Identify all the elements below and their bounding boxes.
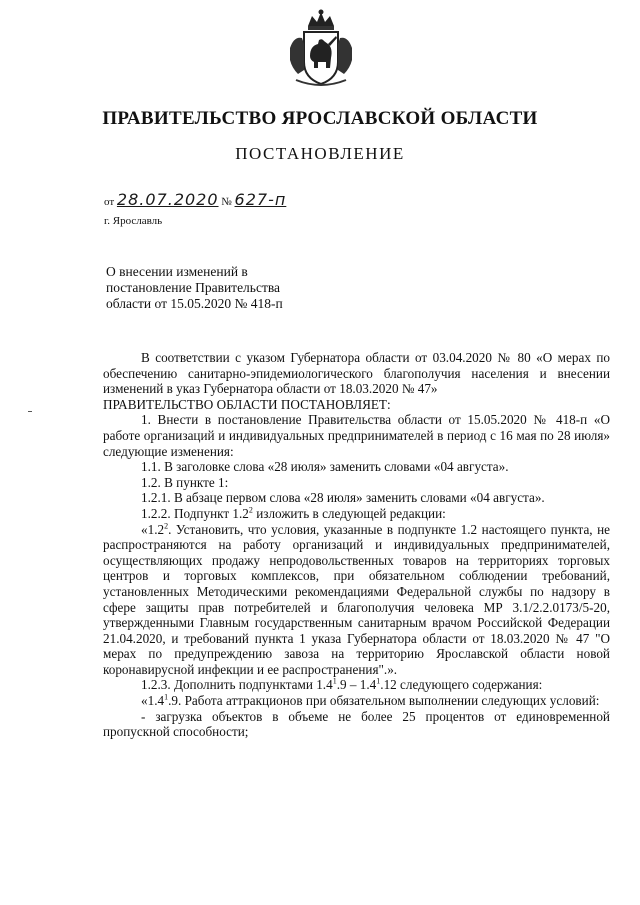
clause-paragraph: 1.1. В заголовке слова «28 июля» заменить словами «04 августа». bbox=[141, 459, 509, 475]
preamble-paragraph: В соответствии с указом Губернатора области от 03.04.2020 № 80 «О мерах по обеспечению санитарно-эпидемиологического благополучия населения и внесении изменений в указ Губернатора области от 18.03.2020 № 47» bbox=[103, 350, 610, 397]
document-date-line bbox=[104, 190, 286, 209]
clause-paragraph: «$1.2^2$. Установить, что условия, указанные в подпункте 1.2 настоящего пункта, не распространяются на работу организаций и индивидуальных предпринимателей, осуществляющих продажу непродовольственных товаров на территориях торговых центров и торговых комплексов, при обязательном соблюдении требований, установленных Методическими рекомендациями Федеральной службы по надзору в сфере защиты прав потребителей и благополучия человека МР 3.1/2.2.0173/5-20, утвержденными Главным государственным санитарным врачом Российской Федерации 21.04.2020, и требований пункта 1 указа Губернатора области от 18.03.2020 № 47 "О мерах по предупреждению завоза на территорию Ярославской области новой коронавирусной инфекции и ее распространения".». bbox=[103, 521, 610, 677]
document-body bbox=[103, 350, 610, 740]
document-number: 627-п bbox=[234, 190, 287, 209]
subject-line: О внесении изменений в bbox=[106, 264, 248, 279]
clause-paragraph: 1.2. В пункте 1: bbox=[141, 474, 229, 490]
clause-paragraph: 1.2.2. Подпункт $1.2^2$ изложить в следующей редакции: bbox=[141, 505, 446, 521]
number-sign: № bbox=[221, 196, 232, 208]
clause-paragraph: 1.2.3. Дополнить подпунктами $1.4^1.9 - 1.4^1.12$ следующего содержания: bbox=[141, 677, 543, 693]
organization-title: ПРАВИТЕЛЬСТВО ЯРОСЛАВСКОЙ ОБЛАСТИ bbox=[102, 108, 538, 129]
city-label: г. Ярославль bbox=[104, 215, 163, 227]
date-prefix: от bbox=[104, 196, 115, 208]
margin-mark bbox=[28, 411, 32, 412]
clause-paragraph: 1. Внести в постановление Правительства области от 15.05.2020 № 418-п «О работе организаций и индивидуальных предпринимателей в период с 16 мая по 28 июля» следующие изменения: bbox=[103, 412, 610, 459]
document-type: ПОСТАНОВЛЕНИЕ bbox=[235, 144, 405, 163]
clause-paragraph: «$1.4^1.9$. Работа аттракционов при обязательном выполнении следующих условий: bbox=[141, 692, 600, 709]
document-subject bbox=[106, 264, 326, 312]
clause-paragraph: 1.2.1. В абзаце первом слова «28 июля» заменить словами «04 августа». bbox=[141, 490, 545, 506]
coat-of-arms-icon bbox=[288, 8, 354, 88]
subject-line: постановление Правительства bbox=[106, 280, 281, 295]
document-date: 28.07.2020 bbox=[116, 190, 219, 209]
subject-line: области от 15.05.2020 № 418-п bbox=[106, 296, 283, 311]
resolution-heading: ПРАВИТЕЛЬСТВО ОБЛАСТИ ПОСТАНОВЛЯЕТ: bbox=[103, 396, 391, 412]
clause-paragraph: - загрузка объектов в объеме не более 25 процентов от единовременной пропускной способности; bbox=[103, 708, 610, 740]
